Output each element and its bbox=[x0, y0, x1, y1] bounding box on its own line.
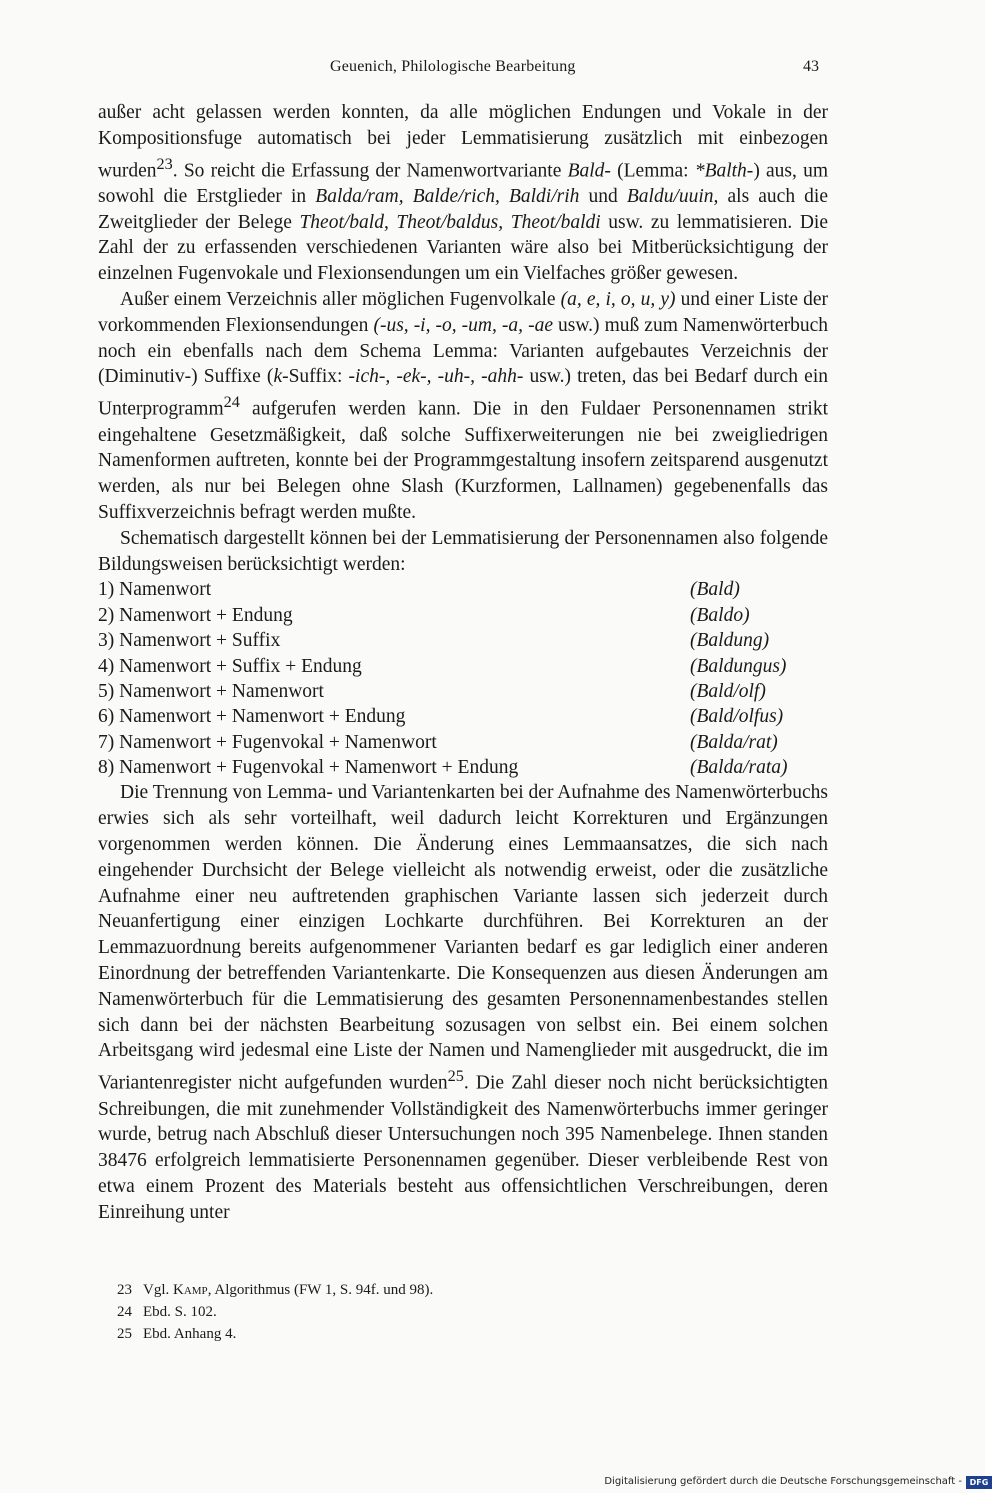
page-number: 43 bbox=[803, 58, 819, 75]
list-formula: 6) Namenwort + Namenwort + Endung bbox=[98, 706, 406, 728]
text-run: -Suffix: bbox=[282, 366, 349, 388]
list-formula: 8) Namenwort + Fugenvokal + Namenwort + Endung bbox=[98, 757, 519, 779]
footnote-25 bbox=[117, 1323, 433, 1345]
formation-list bbox=[98, 577, 828, 780]
text-run: . So reicht die Erfassung der Namenwortvariante bbox=[172, 160, 568, 182]
footnote-text: Vgl. bbox=[143, 1282, 173, 1298]
footnote-ref-23: 23 bbox=[156, 154, 173, 173]
list-formula: 3) Namenwort + Suffix bbox=[98, 630, 281, 652]
list-item bbox=[98, 730, 828, 755]
text-run: usw. zu lemmatisieren. Die Zahl der zu erfassenden verschiedenen Varianten wäre also bei Mitberücksichtigung der einzelnen Fugenvokale und Flexionsendungen um ein Vielfaches größer gewesen. bbox=[98, 211, 828, 285]
dfg-logo: DFG bbox=[966, 1476, 992, 1489]
list-item bbox=[98, 577, 828, 602]
list-formula: 1) Namenwort bbox=[98, 579, 212, 601]
list-example: (Bald/olf) bbox=[690, 680, 766, 702]
paragraph-4 bbox=[98, 780, 828, 1225]
list-example: (Baldo) bbox=[690, 604, 750, 626]
text-run: und einer Liste der vorkommenden Flexionsendungen bbox=[98, 289, 828, 336]
footnote-text: Ebd. S. 102. bbox=[143, 1304, 217, 1320]
list-example: (Balda/rat) bbox=[690, 731, 778, 753]
text-run: außer acht gelassen werden konnten, da alle möglichen Endungen und Vokale in der Kompositionsfuge automatisch bei jeder Lemmatisierung zusätzlich mit einbezogen wurden bbox=[98, 102, 828, 182]
digitization-credit: Digitalisierung gefördert durch die Deutsche Forschungsgemeinschaft - bbox=[604, 1476, 962, 1487]
italic-run: (a, e, i, o, u, y) bbox=[560, 289, 676, 311]
italic-run: Bald- bbox=[567, 160, 611, 182]
text-run: usw.) muß zum Namenwörterbuch noch ein ebenfalls nach dem Schema Lemma: Varianten aufgebautes Verzeichnis der (Diminutiv-) Suffixe ( bbox=[98, 314, 829, 388]
list-item bbox=[98, 755, 828, 780]
footnote-text: Ebd. Anhang 4. bbox=[143, 1326, 237, 1342]
list-formula: 5) Namenwort + Namenwort bbox=[98, 680, 324, 702]
italic-run: *Balth- bbox=[694, 160, 754, 182]
footnotes bbox=[117, 1279, 433, 1345]
list-formula: 2) Namenwort + Endung bbox=[98, 604, 293, 626]
italic-run: Baldu/uuin, bbox=[626, 185, 719, 207]
list-example: (Baldungus) bbox=[690, 655, 787, 677]
italic-run: -ich-, -ek-, -uh-, -ahh- bbox=[348, 366, 524, 388]
text-run: und bbox=[579, 185, 627, 207]
footnote-24 bbox=[117, 1301, 433, 1323]
list-example: (Bald/olfus) bbox=[690, 706, 784, 728]
body-text bbox=[98, 100, 828, 1226]
footnote-ref-24: 24 bbox=[223, 393, 240, 412]
footnote-ref-25: 25 bbox=[447, 1067, 464, 1086]
text-run: ) aus, um sowohl die Erstglieder in bbox=[98, 160, 829, 207]
text-run: aufgerufen werden kann. Die in den Fuldaer Personennamen strikt eingehaltene Gesetzmäßigkeit, daß solche Suffixerweiterungen nie bei zweigliedrigen Namenformen auftreten, konnte bei der Programmgestaltung insofern zeitsparend ausgenutzt werden, als nur bei Belegen ohne Slash (Kurzformen, Lallnamen) gegebenenfalls das Suffixverzeichnis befragt werden mußte. bbox=[98, 398, 828, 523]
list-item bbox=[98, 603, 828, 628]
italic-run: k bbox=[273, 366, 283, 388]
list-formula: 7) Namenwort + Fugenvokal + Namenwort bbox=[98, 731, 437, 753]
list-formula: 4) Namenwort + Suffix + Endung bbox=[98, 655, 362, 677]
list-item bbox=[98, 679, 828, 704]
text-run: . Die Zahl dieser noch nicht berücksichtigten Schreibungen, die mit zunehmender Vollständigkeit des Namenwörterbuchs immer geringer wurde, betrug nach Abschluß dieser Untersuchungen noch 395 Namenbelege. Ihnen standen 38476 erfolgreich lemmatisierte Personennamen gegenüber. Dieser verbleibende Rest von etwa einem Prozent des Materials besteht aus offensichtlichen Verschreibungen, deren Einreihung unter bbox=[98, 1072, 828, 1223]
text-run: usw.) treten, das bei Bedarf durch ein Unterprogramm bbox=[98, 366, 828, 420]
list-item bbox=[98, 628, 828, 653]
text-run: als auch die Zweitglieder der Belege bbox=[98, 185, 829, 233]
footnote-author: Kamp bbox=[173, 1282, 208, 1298]
paragraph-2 bbox=[98, 287, 828, 526]
scan-margin bbox=[985, 0, 1000, 1493]
italic-run: (-us, -i, -o, -um, -a, -ae bbox=[373, 314, 553, 336]
list-example: (Balda/rata) bbox=[690, 757, 788, 779]
footnote-23 bbox=[117, 1279, 433, 1301]
list-item bbox=[98, 654, 828, 679]
text-run: (Lemma: bbox=[610, 160, 695, 182]
footnote-text: , Algorithmus (FW 1, S. 94f. und 98). bbox=[207, 1282, 434, 1298]
list-example: (Baldung) bbox=[690, 630, 770, 652]
footnote-number: 23 bbox=[117, 1282, 132, 1298]
paragraph-3: Schematisch dargestellt können bei der Lemmatisierung der Personennamen also folgende Bildungsweisen berücksichtigt werden: bbox=[98, 527, 828, 575]
footnote-number: 24 bbox=[117, 1304, 132, 1320]
list-item bbox=[98, 704, 828, 729]
footnote-number: 25 bbox=[117, 1326, 132, 1342]
italic-run: Theot/bald, Theot/baldus, Theot/baldi bbox=[299, 211, 601, 233]
italic-run: Balda/ram, Balde/rich, Baldi/rih bbox=[315, 185, 580, 207]
running-title: Geuenich, Philologische Bearbeitung bbox=[330, 58, 576, 75]
paragraph-1 bbox=[98, 100, 828, 287]
list-example: (Bald) bbox=[690, 579, 740, 601]
text-run: Die Trennung von Lemma- und Variantenkarten bei der Aufnahme des Namenwörterbuchs erwies sich als sehr vorteilhaft, weil dadurch leicht Korrekturen und Ergänzungen vorgenommen werden können. Die Änderung eines Lemmaansatzes, die sich nach eingehender Durchsicht der Belege vielleicht als notwendig erweist, oder die zusätzliche Aufnahme einer neu auftretenden graphischen Variante lassen sich jederzeit durch Neuanfertigung einer einzigen Lochkarte durchführen. Bei Korrekturen an der Lemmazuordnung bereits aufgenommener Varianten bedarf es gar lediglich einer anderen Einordnung der betreffenden Variantenkarte. Die Konsequenzen aus diesen Änderungen am Namenwörterbuch für die Lemmatisierung des gesamten Personennamenbestandes stellen sich dann bei der nächsten Bearbeitung sozusagen von selbst ein. Bei einem solchen Arbeitsgang wird jedesmal eine Liste der Namen und Namenglieder mit ausgedruckt, die im Variantenregister nicht aufgefunden wurden bbox=[98, 782, 828, 1094]
text-run: Außer einem Verzeichnis aller möglichen Fugenvolkale bbox=[120, 289, 561, 311]
